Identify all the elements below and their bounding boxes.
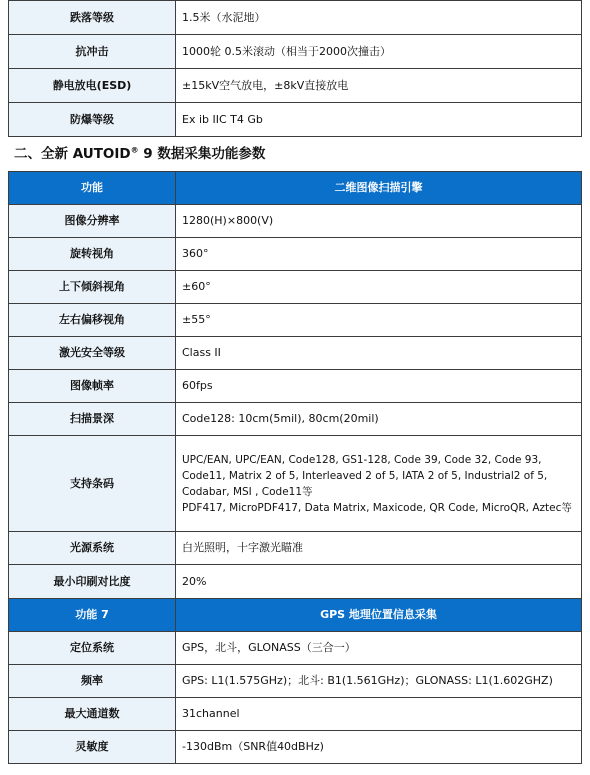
table-row [9, 370, 582, 403]
table-row [9, 532, 582, 565]
row-label: 左右偏移视角 [9, 304, 176, 337]
table-row [9, 238, 582, 271]
row-value: 31channel [176, 698, 582, 731]
section-heading [14, 142, 265, 162]
table-row [9, 271, 582, 304]
row-value: 1.5米（水泥地） [176, 1, 582, 35]
row-label: 图像帧率 [9, 370, 176, 403]
row-value: 60fps [176, 370, 582, 403]
row-value: Ex ib IIC T4 Gb [176, 103, 582, 137]
row-value: GPS: L1(1.575GHz)；北斗: B1(1.561GHz)；GLONASS: L1(1.602GHZ) [176, 665, 582, 698]
row-label: 静电放电(ESD) [9, 69, 176, 103]
row-label: 灵敏度 [9, 731, 176, 764]
row-label: 抗冲击 [9, 35, 176, 69]
row-value: Class II [176, 337, 582, 370]
table-row [9, 436, 582, 532]
table-row [9, 304, 582, 337]
table-row [9, 205, 582, 238]
row-label: 防爆等级 [9, 103, 176, 137]
row-value: ±60° [176, 271, 582, 304]
row-label: 频率 [9, 665, 176, 698]
header-value: GPS 地理位置信息采集 [176, 599, 582, 632]
barcode-list-2d: PDF417, MicroPDF417, Data Matrix, Maxicode, QR Code, MicroQR, Aztec等 [182, 501, 572, 514]
row-value: 白光照明，十字激光瞄准 [176, 532, 582, 565]
row-label: 最小印刷对比度 [9, 565, 176, 599]
row-label: 跌落等级 [9, 1, 176, 35]
table-row [9, 403, 582, 436]
row-label: 图像分辨率 [9, 205, 176, 238]
heading-suffix: 9 数据采集功能参数 [138, 146, 266, 162]
header-label: 功能 7 [9, 599, 176, 632]
row-value: ±15kV空气放电，±8kV直接放电 [176, 69, 582, 103]
table-row [9, 69, 582, 103]
row-label: 最大通道数 [9, 698, 176, 731]
table-row [9, 665, 582, 698]
table-header-row [9, 172, 582, 205]
table-row [9, 337, 582, 370]
row-label: 上下倾斜视角 [9, 271, 176, 304]
table-row [9, 1, 582, 35]
barcode-list-1d: UPC/EAN, UPC/EAN, Code128, GS1-128, Code 39, Code 32, Code 93, Code11, Matrix 2 of 5, Interleaved 2 of 5, IATA 2 of 5, Industrial2 of 5, Codabar, MSI , Code11等 [182, 453, 548, 498]
row-label: 光源系统 [9, 532, 176, 565]
row-value: 360° [176, 238, 582, 271]
row-value: ±55° [176, 304, 582, 337]
table-row [9, 35, 582, 69]
row-value: GPS，北斗，GLONASS（三合一） [176, 632, 582, 665]
table-row [9, 632, 582, 665]
row-label: 旋转视角 [9, 238, 176, 271]
registered-mark: ® [130, 145, 139, 155]
spec-table-durability [8, 0, 582, 137]
table-header-row [9, 599, 582, 632]
row-value: -130dBm（SNR值40dBHz) [176, 731, 582, 764]
table-row [9, 698, 582, 731]
header-label: 功能 [9, 172, 176, 205]
row-value [176, 436, 582, 532]
row-label: 支持条码 [9, 436, 176, 532]
table-row [9, 565, 582, 599]
table-row [9, 103, 582, 137]
row-value: 1000轮 0.5米滚动（相当于2000次撞击） [176, 35, 582, 69]
header-value: 二维图像扫描引擎 [176, 172, 582, 205]
heading-prefix: 二、全新 AUTOID [14, 146, 131, 162]
row-label: 激光安全等级 [9, 337, 176, 370]
spec-table-data-capture [8, 171, 582, 764]
row-label: 定位系统 [9, 632, 176, 665]
row-value: 20% [176, 565, 582, 599]
row-label: 扫描景深 [9, 403, 176, 436]
table-row [9, 731, 582, 764]
row-value: Code128: 10cm(5mil), 80cm(20mil) [176, 403, 582, 436]
row-value: 1280(H)×800(V) [176, 205, 582, 238]
